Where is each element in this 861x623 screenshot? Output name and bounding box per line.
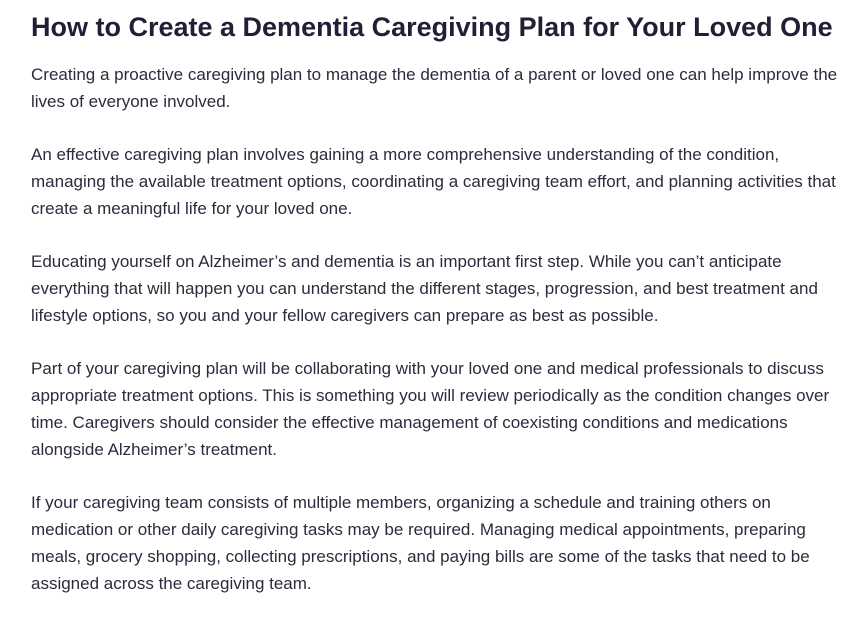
- article-title: How to Create a Dementia Caregiving Plan for Your Loved One: [31, 12, 833, 42]
- article: [31, 10, 846, 623]
- paragraph-effective-plan: An effective caregiving plan involves gaining a more comprehensive understanding of the condition, managing the available treatment options, coordinating a caregiving team effort, and planning activities that create a meaningful life for your loved one.: [31, 145, 836, 218]
- paragraph-intro: Creating a proactive caregiving plan to manage the dementia of a parent or loved one can help improve the lives of everyone involved.: [31, 65, 838, 111]
- paragraph-treatment-options: Part of your caregiving plan will be collaborating with your loved one and medical professionals to discuss appropriate treatment options. This is something you will review periodically as the condition changes over time. Caregivers should consider the effective management of coexisting conditions and medications alongside Alzheimer’s treatment.: [31, 359, 830, 459]
- paragraph-caregiving-team: If your caregiving team consists of multiple members, organizing a schedule and training others on medication or other daily caregiving tasks may be required. Managing medical appointments, preparing meals, grocery shopping, collecting prescriptions, and paying bills are some of the tasks that need to be assigned across the caregiving team.: [31, 493, 810, 593]
- paragraph-educating: Educating yourself on Alzheimer’s and dementia is an important first step. While you can’t anticipate everything that will happen you can understand the different stages, progression, and best treatment and lifestyle options, so you and your fellow caregivers can prepare as best as possible.: [31, 252, 818, 325]
